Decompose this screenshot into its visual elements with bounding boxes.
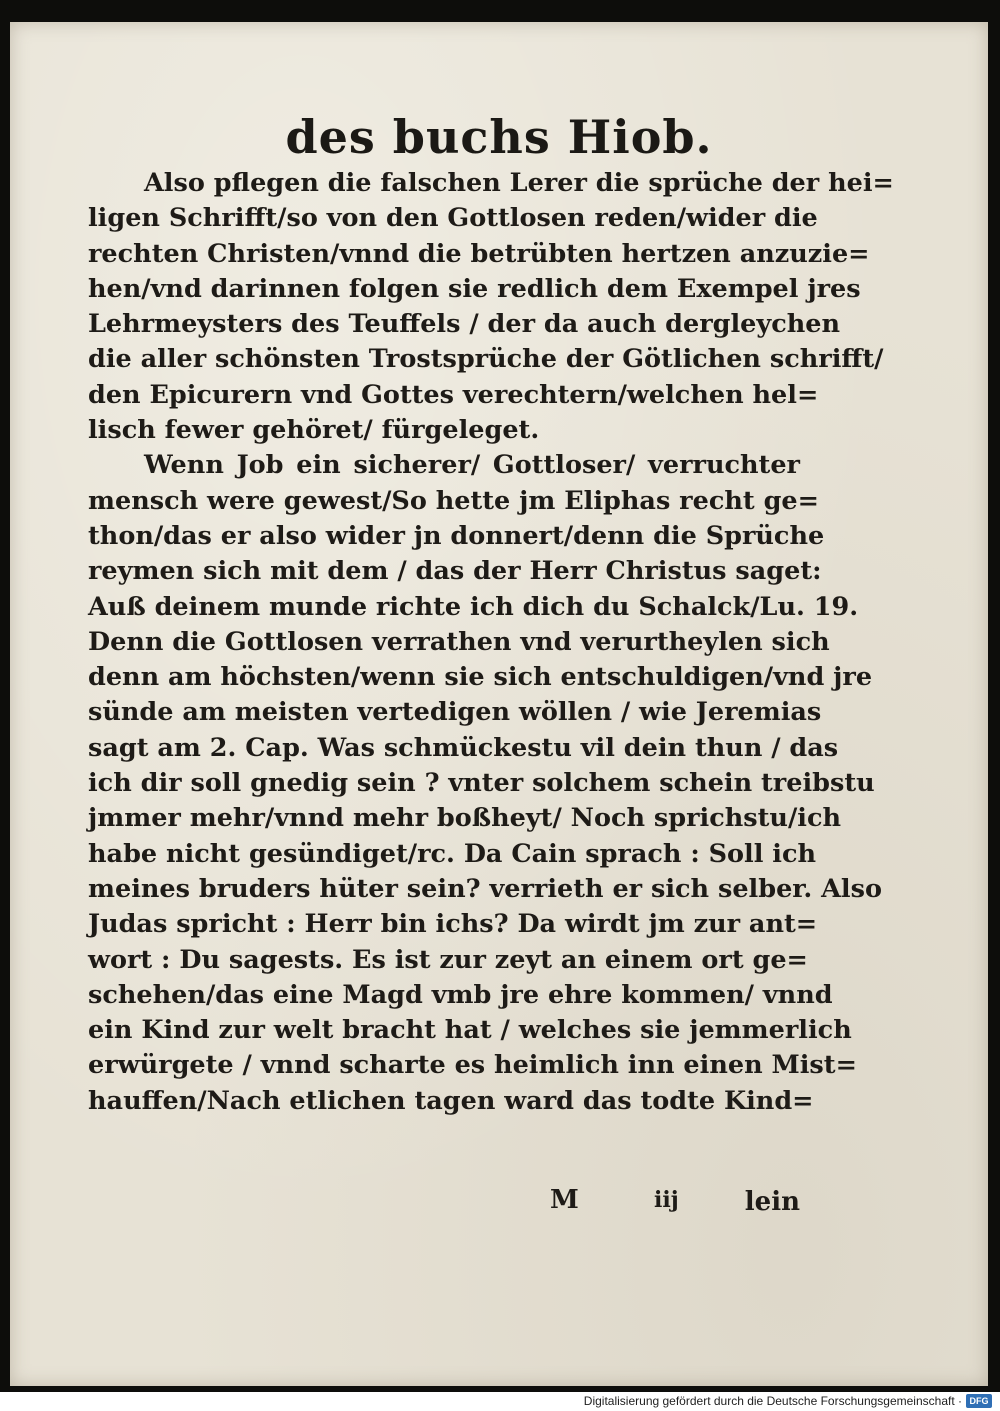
- funding-credit: Digitalisierung gefördert durch die Deutsche Forschungsgemeinschaft ·: [583, 1394, 962, 1408]
- body-text: [88, 166, 894, 1119]
- text-line: lisch fewer gehöret/ fürgeleget.: [88, 415, 540, 446]
- text-line: wort : Du sagests. Es ist zur zeyt an einem ort ge=: [88, 944, 808, 975]
- text-line: Denn die Gottlosen verrathen vnd verurtheylen sich: [88, 626, 830, 657]
- text-line: Auß deinem munde richte ich dich du Schalck/Lu. 19.: [88, 591, 859, 622]
- text-line: erwürgete / vnnd scharte es heimlich inn einen Mist=: [88, 1050, 857, 1081]
- text-line: Wenn Job ein sicherer/ Gottloser/ verruchter: [144, 450, 800, 481]
- text-line: den Epicurern vnd Gottes verechtern/welchen hel=: [88, 379, 819, 410]
- text-line: schehen/das eine Magd vmb jre ehre kommen/ vnnd: [88, 979, 833, 1010]
- text-line: reymen sich mit dem / das der Herr Christus saget:: [88, 556, 822, 587]
- running-head: des buchs Hiob.: [285, 110, 713, 164]
- book-page: [10, 22, 988, 1386]
- text-line: jmmer mehr/vnnd mehr boßheyt/ Noch sprichstu/ich: [88, 803, 842, 834]
- text-line: Judas spricht : Herr bin ichs? Da wirdt jm zur ant=: [88, 909, 818, 940]
- catchword: lein: [744, 1187, 800, 1217]
- text-line: ein Kind zur welt bracht hat / welches sie jemmerlich: [88, 1015, 852, 1046]
- catchline: [88, 1185, 800, 1221]
- text-line: die aller schönsten Trostsprüche der Götlichen schrifft/: [88, 344, 884, 375]
- text-line: Lehrmeysters des Teuffels / der da auch dergleychen: [88, 309, 841, 340]
- text-line: habe nicht gesündiget/rc. Da Cain sprach : Soll ich: [88, 838, 817, 869]
- text-line: rechten Christen/vnnd die betrübten hertzen anzuzie=: [88, 238, 870, 269]
- text-line: Also pflegen die falschen Lerer die sprüche der hei=: [144, 168, 894, 198]
- text-line: thon/das er also wider jn donnert/denn die Sprüche: [88, 520, 825, 551]
- text-line: meines bruders hüter sein? verrieth er sich selber. Also: [88, 873, 882, 904]
- text-line: sünde am meisten vertedigen wöllen / wie Jeremias: [88, 697, 822, 728]
- text-line: denn am höchsten/wenn sie sich entschuldigen/vnd jre: [88, 662, 873, 693]
- signature-number: iij: [654, 1187, 679, 1213]
- text-line: mensch were gewest/So hette jm Eliphas recht ge=: [88, 485, 819, 516]
- text-line: ligen Schrifft/so von den Gottlosen reden/wider die: [88, 203, 818, 234]
- dfg-logo-icon: DFG: [966, 1394, 992, 1408]
- signature-mark: M: [550, 1185, 579, 1215]
- digitization-footer: [0, 1392, 1000, 1411]
- text-line: sagt am 2. Cap. Was schmückestu vil dein thun / das: [88, 732, 839, 763]
- text-line: hauffen/Nach etlichen tagen ward das todte Kind=: [88, 1085, 814, 1116]
- text-line: ich dir soll gnedig sein ? vnter solchem schein treibstu: [88, 768, 875, 799]
- text-line: hen/vnd darinnen folgen sie redlich dem Exempel jres: [88, 273, 861, 304]
